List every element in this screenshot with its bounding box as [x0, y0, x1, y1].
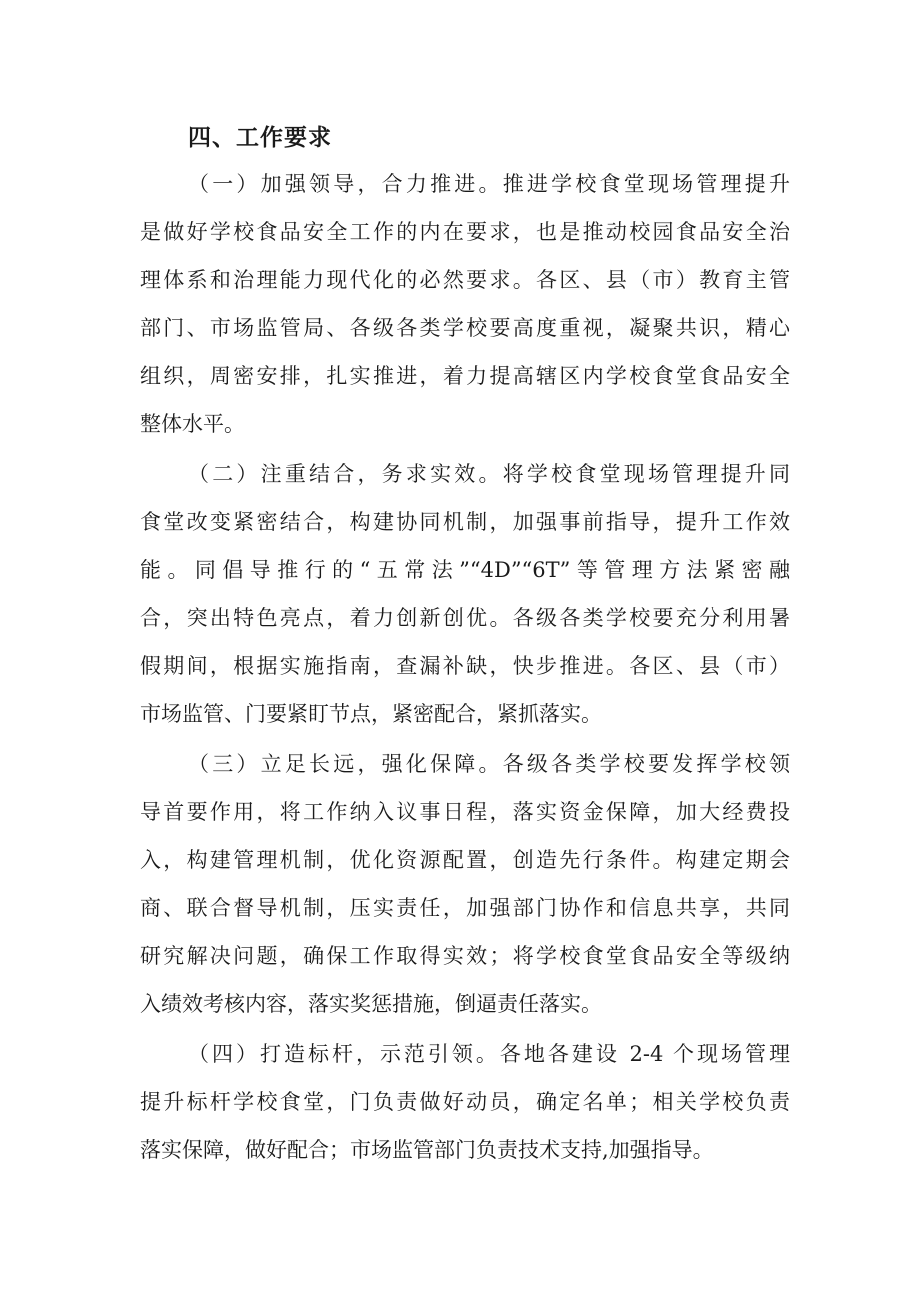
paragraph-1-line-6: 整体水平。: [140, 412, 245, 436]
paragraph-2-line-5: 假期间，根据实施指南，查漏补缺，快步推进。各区、县（市）: [140, 654, 790, 678]
paragraph-3-line-2: 导首要作用，将工作纳入议事日程，落实资金保障，加大经费投: [140, 800, 790, 824]
paragraph-2-line-3: 能。同倡导推行的“五常法”“4D”“6T”等管理方法紧密融: [140, 558, 790, 582]
section-heading: 四、工作要求: [188, 125, 332, 151]
paragraph-3-line-1: （三）立足长远，强化保障。各级各类学校要发挥学校领: [188, 752, 790, 776]
paragraph-2-line-2: 食堂改变紧密结合，构建协同机制，加强事前指导，提升工作效: [140, 510, 790, 534]
paragraph-1-line-4: 部门、市场监管局、各级各类学校要高度重视，凝聚共识，精心: [140, 316, 790, 340]
paragraph-1-line-5: 组织，周密安排，扎实推进，着力提高辖区内学校食堂食品安全: [140, 364, 790, 388]
paragraph-1-line-1: （一）加强领导，合力推进。推进学校食堂现场管理提升: [188, 172, 790, 196]
paragraph-2-line-6: 市场监管、门要紧盯节点，紧密配合，紧抓落实。: [140, 702, 602, 726]
paragraph-3-line-6: 入绩效考核内容，落实奖惩措施，倒逼责任落实。: [140, 992, 602, 1016]
paragraph-4-line-2: 提升标杆学校食堂，门负责做好动员，确定名单；相关学校负责: [140, 1090, 790, 1114]
paragraph-3-line-5: 研究解决问题，确保工作取得实效；将学校食堂食品安全等级纳: [140, 944, 790, 968]
paragraph-2-line-1: （二）注重结合，务求实效。将学校食堂现场管理提升同: [188, 462, 790, 486]
paragraph-4-line-1: （四）打造标杆，示范引领。各地各建设 2-4 个现场管理: [188, 1042, 790, 1066]
paragraph-3-line-3: 入，构建管理机制，优化资源配置，创造先行条件。构建定期会: [140, 848, 790, 872]
paragraph-3-line-4: 商、联合督导机制，压实责任，加强部门协作和信息共享，共同: [140, 896, 790, 920]
paragraph-4-line-3: 落实保障，做好配合；市场监管部门负责技术支持,加强指导。: [140, 1138, 714, 1162]
paragraph-1-line-2: 是做好学校食品安全工作的内在要求，也是推动校园食品安全治: [140, 220, 790, 244]
paragraph-2-line-4: 合，突出特色亮点，着力创新创优。各级各类学校要充分利用暑: [140, 606, 790, 630]
paragraph-1-line-3: 理体系和治理能力现代化的必然要求。各区、县（市）教育主管: [140, 268, 790, 292]
